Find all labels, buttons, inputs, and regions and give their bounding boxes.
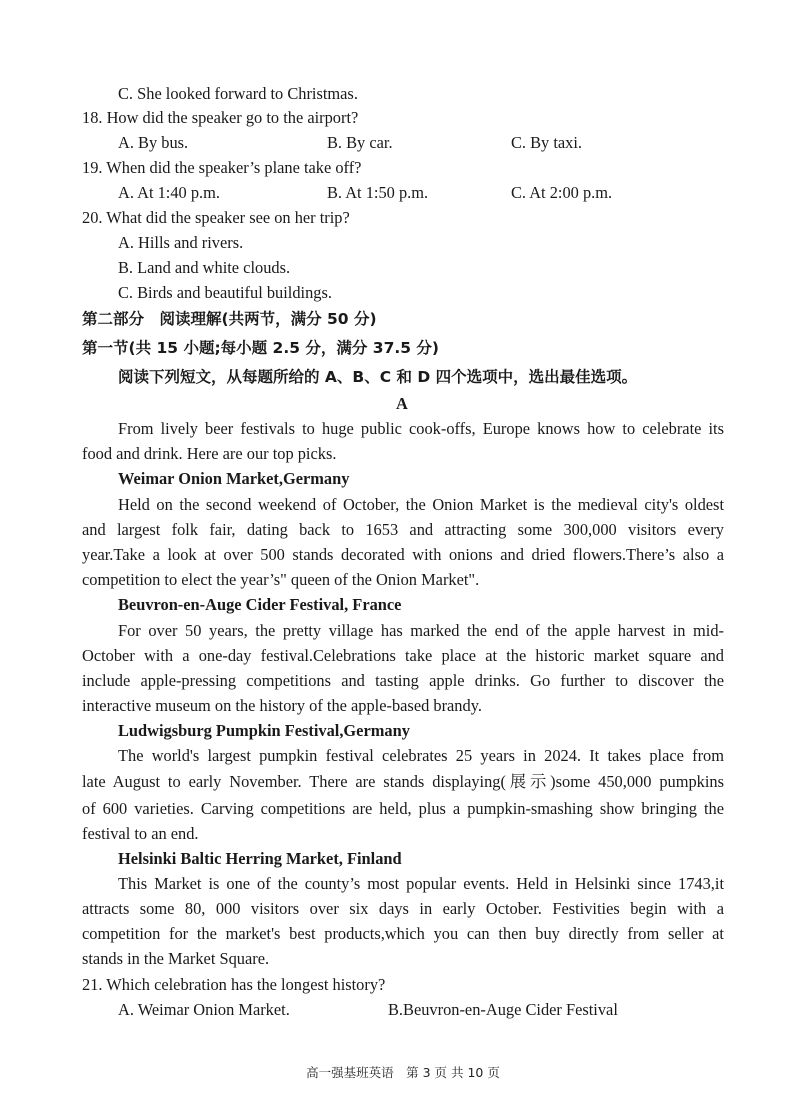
page-footer: 高一强基班英语 第 3 页 共 10 页 (306, 1065, 500, 1080)
q19-option-a: A. At 1:40 p.m. (118, 183, 220, 202)
helsinki-line: stands in the Market Square. (82, 949, 270, 968)
beuvron-line: For over 50 years, the pretty village has marked the end of the apple harvest in mid- (118, 621, 724, 640)
helsinki-line: competition for the market's best products,which you can then buy directly from seller at (82, 924, 724, 943)
intro-line: From lively beer festivals to huge public cook-offs, Europe knows how to celebrate its (118, 419, 724, 438)
helsinki-line: This Market is one of the county’s most popular events. Held in Helsinki since 1743,it (118, 874, 724, 893)
ludwigsburg-line: of 600 varieties. Carving competitions are held, plus a pumpkin-smashing show bringing the (82, 799, 724, 818)
q18-question: 18. How did the speaker go to the airport? (82, 108, 359, 127)
intro-line: food and drink. Here are our top picks. (82, 444, 337, 463)
helsinki-line: attracts some 80, 000 visitors over six days in early October. Festivities begin with a (82, 899, 724, 918)
q19-option-b: B. At 1:50 p.m. (327, 183, 429, 202)
q20-question: 20. What did the speaker see on her trip? (82, 208, 350, 227)
q17-option-c: C. She looked forward to Christmas. (118, 84, 358, 103)
q20-option-b: B. Land and white clouds. (118, 258, 291, 277)
section1-heading: 第一节(共 15 小题;每小题 2.5 分，满分 37.5 分) (82, 339, 440, 357)
passage-letter: A (396, 394, 408, 413)
q21-option-a: A. Weimar Onion Market. (118, 1000, 290, 1019)
q18-option-c: C. By taxi. (511, 133, 583, 152)
q20-option-a: A. Hills and rivers. (118, 233, 244, 252)
q19-option-c: C. At 2:00 p.m. (511, 183, 613, 202)
reading-instruction: 阅读下列短文，从每题所给的 A、B、C 和 D 四个选项中，选出最佳选项。 (118, 368, 638, 386)
ludwigsburg-line: The world's largest pumpkin festival celebrates 25 years in 2024. It takes place from (118, 746, 724, 765)
ludwigsburg-title: Ludwigsburg Pumpkin Festival,Germany (118, 721, 410, 740)
weimar-line: and largest folk fair, dating back to 1653 and attracting some 300,000 visitors every (82, 520, 724, 539)
q21-question: 21. Which celebration has the longest history? (82, 975, 386, 994)
beuvron-title: Beuvron-en-Auge Cider Festival, France (118, 595, 402, 614)
q18-option-a: A. By bus. (118, 133, 189, 152)
helsinki-title: Helsinki Baltic Herring Market, Finland (118, 849, 402, 868)
beuvron-line: October with a one-day festival.Celebrations take place at the historic market square and (82, 646, 724, 665)
ludwigsburg-line: late August to early November. There are stands displaying(展示)some 450,000 pumpkins (82, 772, 724, 791)
q20-option-c: C. Birds and beautiful buildings. (118, 283, 332, 302)
ludwigsburg-line: festival to an end. (82, 824, 199, 843)
q19-question: 19. When did the speaker’s plane take off? (82, 158, 362, 177)
weimar-line: competition to elect the year’s" queen of the Onion Market". (82, 570, 480, 589)
beuvron-line: include apple-pressing competitions and tasting apple drinks. Go further to discover the (82, 671, 724, 690)
weimar-line: year.Take a look at over 500 stands decorated with onions and dried flowers.There’s also a (82, 545, 724, 564)
part2-heading: 第二部分 阅读理解(共两节，满分 50 分) (82, 310, 377, 328)
weimar-title: Weimar Onion Market,Germany (118, 469, 350, 488)
q21-option-b: B.Beuvron-en-Auge Cider Festival (388, 1000, 618, 1019)
q18-option-b: B. By car. (327, 133, 393, 152)
weimar-line: Held on the second weekend of October, the Onion Market is the medieval city's oldest (118, 495, 724, 514)
beuvron-line: interactive museum on the history of the apple-based brandy. (82, 696, 482, 715)
